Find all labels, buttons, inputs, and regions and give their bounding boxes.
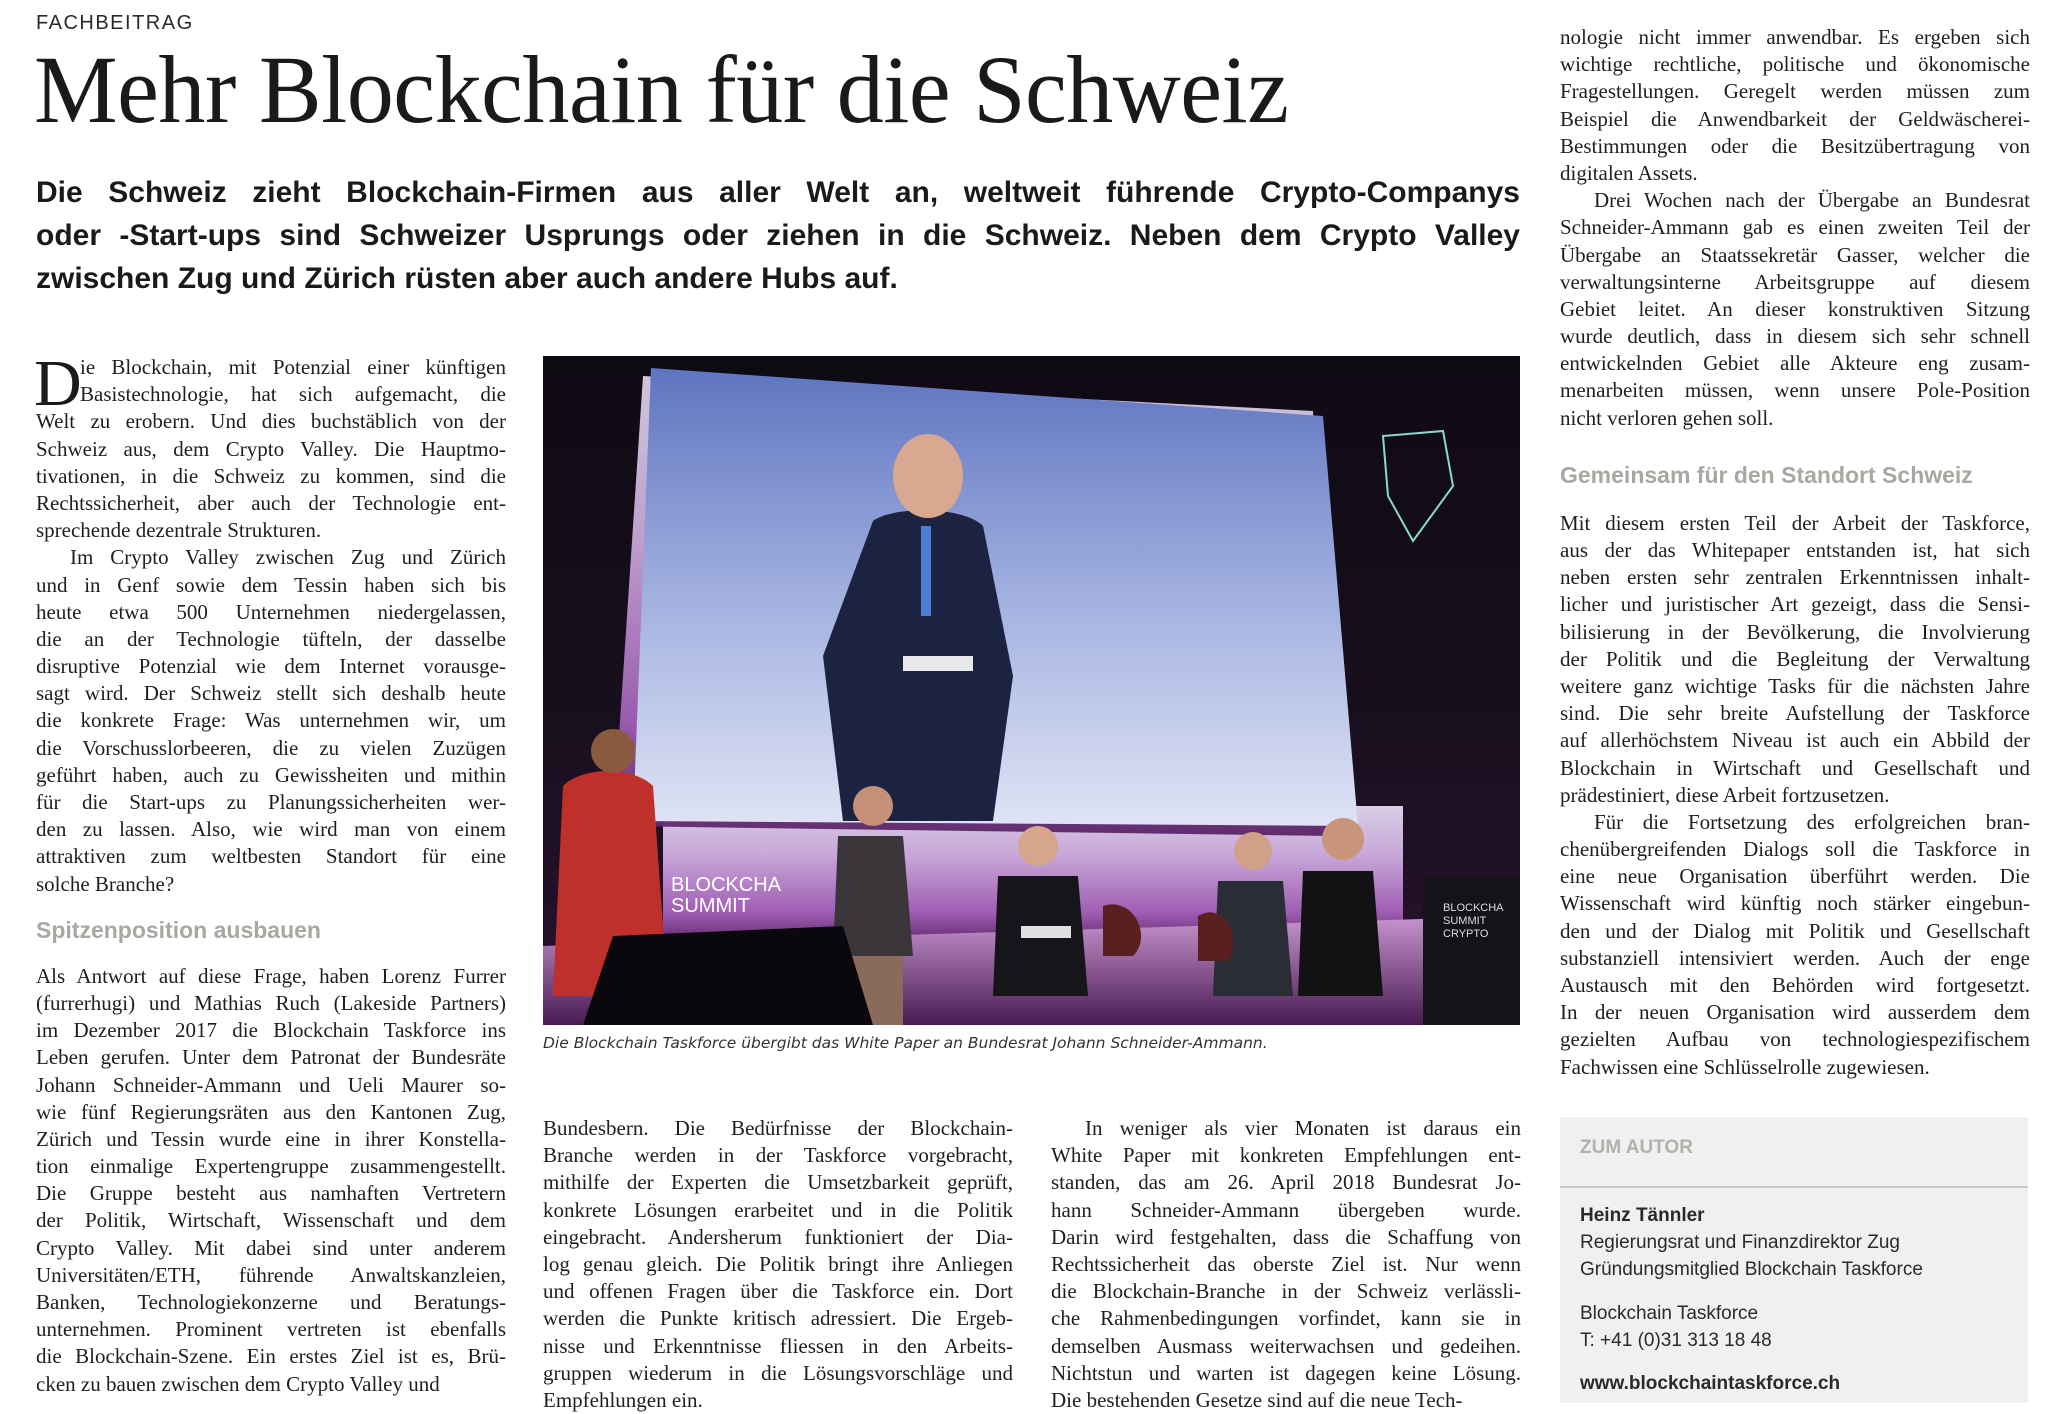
text-line: Beispiel die Anwendbarkeit der Geldwäscherei- <box>1560 106 2030 131</box>
text-line: attraktiven zum weltbesten Standort für eine <box>36 844 506 869</box>
text-line: Die bestehenden Gesetze sind auf die neue Tech- <box>1051 1387 1463 1412</box>
paragraph <box>1560 24 2030 187</box>
text-line: gezielten Aufbau von technologiespezifischem <box>1560 1027 2030 1052</box>
paragraph <box>36 544 506 897</box>
text-line: Empfehlungen ein. <box>543 1387 703 1412</box>
paragraph <box>1560 510 2030 809</box>
text-line: den und der Dialog mit Politik und Gesellschaft <box>1560 918 2030 943</box>
text-line: Branche werden in der Taskforce vorgebracht, <box>543 1143 1013 1168</box>
text-line: die konkrete Frage: Was unternehmen wir, um <box>36 708 506 733</box>
text-line: Blockchain in Wirtschaft und Gesellschaft und <box>1560 755 2030 780</box>
text-line: werden die Punkte kritisch adressiert. Die Ergeb- <box>543 1306 1013 1331</box>
text-line: Zürich und Tessin wurde eine in ihrer Konstella- <box>36 1126 506 1151</box>
text-line: menarbeiten müssen, wenn unsere Pole-Position <box>1560 378 2030 403</box>
paragraph <box>1560 187 2030 432</box>
text-line: und in Genf sowie dem Tessin haben sich bis <box>36 572 506 597</box>
screen-logo-line2: SUMMIT <box>671 895 750 917</box>
author-box-heading: ZUM AUTOR <box>1580 1137 1693 1158</box>
text-line: Für die Fortsetzung des erfolgreichen bran- <box>1594 809 2030 834</box>
text-line: Übergabe an Staatssekretär Gasser, welcher die <box>1560 242 2030 267</box>
text-line: für die Start-ups zu Planungssicherheiten wer- <box>36 790 506 814</box>
text-line: neben ersten sehr zentralen Erkenntnissen inhalt- <box>1560 565 2030 590</box>
text-line: In der neuen Organisation wird ausserdem dem <box>1560 1000 2030 1025</box>
text-line: nologie nicht immer anwendbar. Es ergeben sich <box>1560 25 2030 49</box>
text-line: Johann Schneider-Ammann und Ueli Maurer so- <box>36 1072 506 1097</box>
column-4 <box>1560 24 2030 1081</box>
screen-logo-line1: BLOCKCHA <box>671 874 782 896</box>
paragraph <box>543 1115 1013 1414</box>
text-line: die Blockchain-Szene. Ein erstes Ziel ist es, Brü- <box>36 1344 506 1369</box>
text-line: eine neue Organisation überführt werden. Die <box>1560 864 2030 889</box>
author-box <box>1560 1117 2028 1403</box>
text-line: Als Antwort auf diese Frage, haben Lorenz Furrer <box>36 963 506 988</box>
podium-logo-line1: BLOCKCHA <box>1443 902 1504 914</box>
text-line: che Rahmenbedingungen vorfindet, kann sie in <box>1051 1306 1521 1331</box>
author-name: Heinz Tännler <box>1580 1205 1705 1226</box>
column-3 <box>1051 1115 1521 1414</box>
text-line: zwischen Zug und Zürich rüsten aber auch andere Hubs auf. <box>36 262 898 295</box>
text-line: Bestimmungen oder die Besitzübertragung von <box>1560 133 2030 158</box>
text-line: Wissenschaft wird künftig noch stärker eingebun- <box>1560 891 2030 916</box>
text-line: tivationen, in die Schweiz zu kommen, sind die <box>36 463 506 488</box>
text-line: die an der Technologie tüfteln, der dasselbe <box>36 626 506 651</box>
text-line: konkrete Lösungen erarbeitet und in die Politik <box>543 1197 1013 1222</box>
text-line: licher und juristischer Art gezeigt, dass die Sensi- <box>1560 592 2030 617</box>
author-organization: Blockchain Taskforce <box>1580 1303 1759 1324</box>
text-line: und offenen Fragen über die Taskforce ein. Dort <box>543 1279 1013 1304</box>
text-line: Darin wird festgehalten, dass die Schaffung von <box>1051 1224 1521 1249</box>
lectern <box>1423 876 1520 1025</box>
author-website-link[interactable]: www.blockchaintaskforce.ch <box>1580 1373 1841 1394</box>
text-line: gruppen wiederum in die Lösungsvorschläge und <box>543 1360 1013 1385</box>
text-line: der Politik, Wirtschaft, Wissenschaft und dem <box>36 1208 506 1233</box>
text-line: auf allerhöchstem Niveau ist auch ein Abbild der <box>1560 728 2030 753</box>
text-line: digitalen Assets. <box>1560 160 1698 185</box>
text-line: Rechtssicherheit das oberste Ziel ist. Nur wenn <box>1051 1251 1521 1276</box>
stage-photo <box>543 356 1520 1025</box>
text-line: In weniger als vier Monaten ist daraus ein <box>1085 1116 1521 1140</box>
text-line: Fragestellungen. Geregelt werden müssen zum <box>1560 79 2030 104</box>
text-line: solche Branche? <box>36 871 175 896</box>
text-line: Crypto Valley. Mit dabei sind unter anderem <box>36 1235 506 1260</box>
text-line: verwaltungsinterne Arbeitsgruppe auf diesem <box>1560 269 2030 294</box>
text-line: Schneider-Ammann gab es einen zweiten Teil der <box>1560 215 2030 240</box>
text-line: sind. Die sehr breite Aufstellung der Taskforce <box>1560 701 2030 726</box>
text-line: weitere ganz wichtige Tasks für die nächsten Jahre <box>1560 673 2030 698</box>
text-line: Basistechnologie, hat sich aufgemacht, die <box>80 382 506 407</box>
text-line: den zu lassen. Also, wie wird man von einem <box>36 817 506 842</box>
text-line: log genau gleich. Die Politik bringt ihre Anliegen <box>543 1251 1013 1276</box>
author-phone: T: +41 (0)31 313 18 48 <box>1580 1330 1772 1351</box>
text-line: Die Schweiz zieht Blockchain-Firmen aus aller Welt an, weltweit führende Crypto-Companys <box>36 176 1520 209</box>
text-line: disruptive Potenzial wie dem Internet vorausge- <box>36 654 506 679</box>
text-line: Mit diesem ersten Teil der Arbeit der Taskforce, <box>1560 510 2030 535</box>
screen-person-head <box>893 434 963 518</box>
author-role: Gründungsmitglied Blockchain Taskforce <box>1580 1259 1923 1280</box>
text-line: sprechende dezentrale Strukturen. <box>36 518 322 543</box>
text-line: demselben Ausmass weiterwachsen und gedeihen. <box>1051 1333 1521 1358</box>
divider <box>1560 1186 2028 1188</box>
subheading-gemeinsam: Gemeinsam für den Standort Schweiz <box>1560 461 1973 488</box>
column-2 <box>543 1115 1013 1414</box>
podium-logo-line2: SUMMIT <box>1443 915 1487 927</box>
article-title: Mehr Blockchain für die Schweiz <box>34 36 1289 143</box>
text-line: die Vorschusslorbeeren, die zu vielen Zuzügen <box>36 735 506 760</box>
text-line: Schweiz aus, dem Crypto Valley. Die Hauptmo- <box>36 436 506 461</box>
subheading-spitzenposition: Spitzenposition ausbauen <box>36 916 321 943</box>
text-line: prädestiniert, diese Arbeit fortzusetzen. <box>1560 782 1890 807</box>
text-line: (furrerhugi) und Mathias Ruch (Lakeside Partners) <box>36 990 506 1015</box>
text-line: Austausch mit den Behörden wird fortgesetzt. <box>1560 973 2030 997</box>
text-line: der Politik und die Begleitung der Verwaltung <box>1560 646 2030 671</box>
text-line: wurde deutlich, dass in diesem sich sehr schnell <box>1560 324 2030 349</box>
text-line: wichtige rechtliche, politische und ökonomische <box>1560 52 2030 77</box>
text-line: Bundesbern. Die Bedürfnisse der Blockchain- <box>543 1116 1013 1140</box>
text-line: White Paper mit konkreten Empfehlungen ent- <box>1051 1143 1521 1168</box>
text-line: geführt haben, auch zu Gewissheiten und mithin <box>36 762 506 787</box>
text-line: eingebracht. Andersherum funktioniert der Dia- <box>543 1224 1013 1249</box>
text-line: nisse und Erkenntnisse fliessen in den Arbeits- <box>543 1333 1013 1358</box>
text-line: heute etwa 500 Unternehmen niedergelassen, <box>36 599 506 624</box>
paragraph <box>1560 809 2030 1081</box>
text-line: nicht verloren gehen soll. <box>1560 405 1774 430</box>
text-line: unternehmen. Prominent vertreten ist ebenfalls <box>36 1317 506 1342</box>
text-line: Leben gerufen. Unter dem Patronat der Bundesräte <box>36 1045 506 1070</box>
paragraph <box>36 963 506 1398</box>
text-line: Gebiet leitet. An dieser konstruktiven Sitzung <box>1560 296 2030 321</box>
text-line: Die Gruppe besteht aus namhaften Vertretern <box>36 1181 506 1206</box>
paragraph-lines <box>34 347 506 544</box>
text-line: hann Schneider-Ammann übergeben wurde. <box>1051 1197 1521 1222</box>
text-line: bilisierung in der Bevölkerung, die Involvierung <box>1560 619 2030 644</box>
text-line: ie Blockchain, mit Potenzial einer künftigen <box>80 355 506 379</box>
text-line: Im Crypto Valley zwischen Zug und Zürich <box>70 545 506 570</box>
text-line: Nichtstun und warten ist dagegen keine Lösung. <box>1051 1360 1521 1385</box>
article-lead <box>36 171 1520 300</box>
text-line: entwickelnden Gebiet alle Akteure eng zusam- <box>1560 351 2030 376</box>
text-line: sagt wird. Der Schweiz stellt sich deshalb heute <box>36 681 506 706</box>
text-line: die Blockchain-Branche in der Schweiz verlässli- <box>1051 1279 1521 1304</box>
podium-logo-line3: CRYPTO <box>1443 928 1489 940</box>
text-line: Rechtssicherheit, aber auch der Technologie ent- <box>36 490 506 515</box>
text-line: im Dezember 2017 die Blockchain Taskforce ins <box>36 1018 506 1043</box>
text-line: substanziell intensiviert werden. Auch der enge <box>1560 945 2030 970</box>
text-line: Drei Wochen nach der Übergabe an Bundesrat <box>1594 188 2030 213</box>
text-line: Fachwissen eine Schlüsselrolle zugewiesen. <box>1560 1054 1930 1079</box>
text-line: standen, das am 26. April 2018 Bundesrat Jo- <box>1051 1170 1521 1195</box>
text-line: tion einmalige Expertengruppe zusammengestellt. <box>36 1154 506 1179</box>
section-kicker: FACHBEITRAG <box>36 12 194 34</box>
text-line: wie fünf Regierungsräten aus den Kantonen Zug, <box>36 1099 506 1124</box>
text-line: oder -Start-ups sind Schweizer Usprungs oder ziehen in die Schweiz. Neben dem Crypto Valley <box>36 219 1520 252</box>
article-photo <box>543 356 1520 1025</box>
author-role: Regierungsrat und Finanzdirektor Zug <box>1580 1232 1901 1253</box>
text-line: chenübergreifenden Dialogs soll die Taskforce in <box>1560 837 2030 862</box>
column-1 <box>34 347 506 1398</box>
text-line: Banken, Technologiekonzerne und Beratungs- <box>36 1290 506 1314</box>
text-line: Welt zu erobern. Und dies buchstäblich von der <box>36 409 506 434</box>
text-line: cken zu bauen zwischen dem Crypto Valley und <box>36 1371 440 1396</box>
text-line: Universitäten/ETH, führende Anwaltskanzleien, <box>36 1262 506 1287</box>
drop-cap: D <box>34 347 82 420</box>
stage-monitor <box>583 926 873 1025</box>
paragraph-intro <box>34 347 506 544</box>
text-line: aus der das Whitepaper entstanden ist, hat sich <box>1560 538 2030 562</box>
photo-caption: Die Blockchain Taskforce übergibt das White Paper an Bundesrat Johann Schneider-Ammann. <box>543 1034 1268 1052</box>
paragraph <box>1051 1115 1521 1414</box>
text-line: mithilfe der Experten die Umsetzbarkeit geprüft, <box>543 1170 1013 1195</box>
